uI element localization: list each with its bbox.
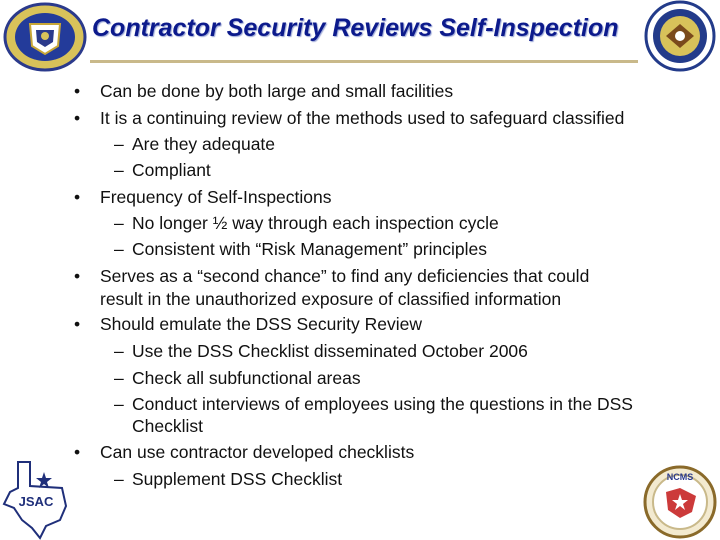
bullet-continuation xyxy=(100,288,561,311)
dash-marker: – xyxy=(114,368,124,388)
bullet-text: It is a continuing review of the methods used to safeguard classified xyxy=(100,108,625,128)
bullet-text: result in the unauthorized exposure of classified information xyxy=(100,289,562,309)
sub-bullet-item xyxy=(114,393,633,416)
dash-marker: – xyxy=(114,160,124,180)
dash-marker: – xyxy=(114,134,124,154)
sub-bullet-item xyxy=(114,367,361,390)
sub-bullet-text: Supplement DSS Checklist xyxy=(132,469,343,489)
bullet-marker: • xyxy=(74,187,81,207)
dash-marker: – xyxy=(114,469,124,489)
svg-text:NCMS: NCMS xyxy=(666,472,694,482)
sub-bullet-text: Checklist xyxy=(132,416,203,436)
sub-bullet-text: Compliant xyxy=(132,160,211,180)
bullet-text: Should emulate the DSS Security Review xyxy=(100,314,422,334)
sub-bullet-text: Check all subfunctional areas xyxy=(132,368,361,388)
dash-marker: – xyxy=(114,213,124,233)
bullet-marker: • xyxy=(74,266,81,286)
svg-text:JSAC: JSAC xyxy=(18,494,54,509)
sub-bullet-text: Consistent with “Risk Management” principles xyxy=(132,239,487,259)
bullet-marker: • xyxy=(74,314,81,334)
bullet-item xyxy=(74,186,332,209)
bullet-marker: • xyxy=(74,81,81,101)
bullet-marker: • xyxy=(74,108,81,128)
sub-bullet-item xyxy=(114,340,528,363)
sub-bullet-text: No longer ½ way through each inspection cycle xyxy=(132,213,499,233)
bullet-item xyxy=(74,313,422,336)
sub-bullet-item xyxy=(114,133,276,156)
title-underline xyxy=(90,60,638,63)
slide-title: Contractor Security Reviews Self-Inspection xyxy=(92,14,619,42)
ncms-logo-icon xyxy=(636,462,720,540)
bullet-text: Can use contractor developed checklists xyxy=(100,442,415,462)
sub-bullet-item xyxy=(114,212,499,235)
bullet-text: Frequency of Self-Inspections xyxy=(100,187,332,207)
bullet-item xyxy=(74,107,625,130)
bullet-item xyxy=(74,80,454,103)
sub-bullet-text: Use the DSS Checklist disseminated October 2006 xyxy=(132,341,528,361)
bullet-item xyxy=(74,265,590,288)
jsac-texas-logo-icon xyxy=(0,458,72,540)
sub-bullet-item xyxy=(114,159,211,182)
sub-bullet-continuation xyxy=(132,415,203,438)
bullet-marker: • xyxy=(74,442,81,462)
bullet-text: Can be done by both large and small facilities xyxy=(100,81,454,101)
sub-bullet-item xyxy=(114,238,487,261)
sub-bullet-text: Are they adequate xyxy=(132,134,276,154)
bullet-text: Serves as a “second chance” to find any deficiencies that could xyxy=(100,266,590,286)
sub-bullet-text: Conduct interviews of employees using the questions in the DSS xyxy=(132,394,633,414)
department-of-defense-seal-icon xyxy=(636,0,720,72)
defense-security-service-seal-icon xyxy=(2,2,88,72)
slide-header xyxy=(0,0,720,66)
dash-marker: – xyxy=(114,239,124,259)
dash-marker: – xyxy=(114,394,124,414)
bullet-item xyxy=(74,441,415,464)
sub-bullet-item xyxy=(114,468,343,491)
dash-marker: – xyxy=(114,341,124,361)
